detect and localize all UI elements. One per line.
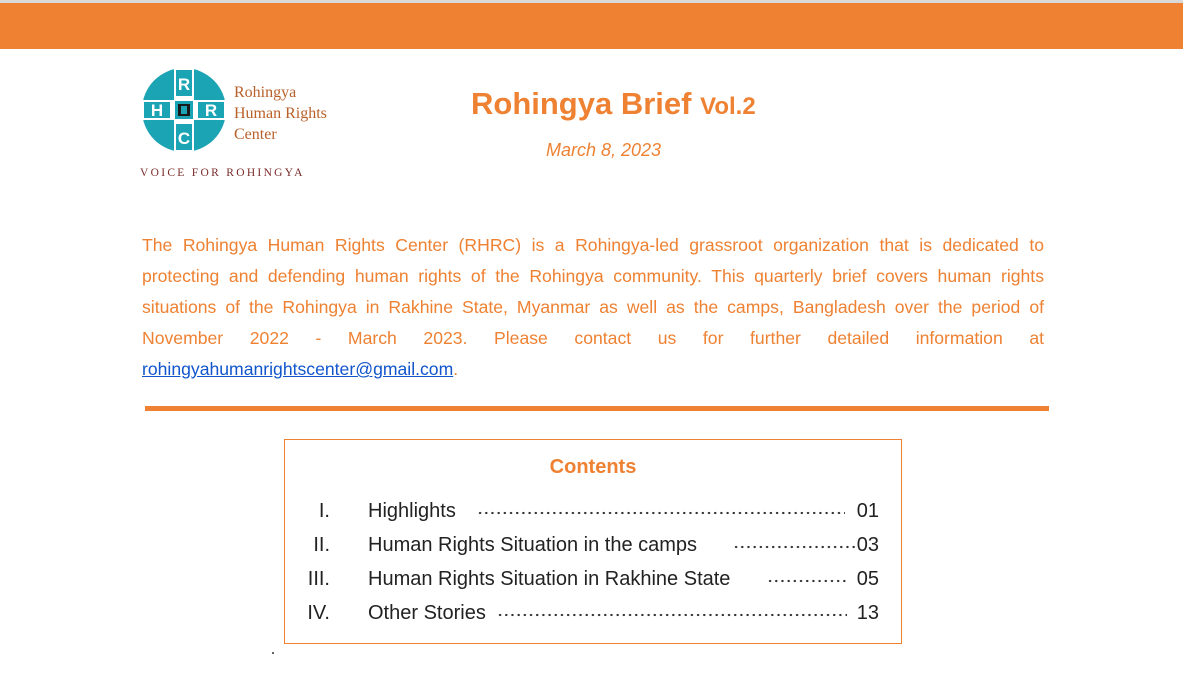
logo-letter-c: C [177,129,191,148]
toc-item[interactable] [285,534,901,564]
toc-label: Human Rights Situation in Rakhine State [368,568,731,590]
toc-leader [497,613,847,617]
logo-name [234,82,327,145]
publication-date: March 8, 2023 [546,140,662,160]
intro-text: The Rohingya Human Rights Center (RHRC) is a Rohingya-led grassroot organization that is dedicated to protecting and defending human rights of the Rohingya community. This quarterly brief covers human rights situations of the Rohingya in Rakhine State, Myanmar as well as the camps, Bangladesh over the period of November 2022 - March 2023. Please contact us for further detailed information at [142,235,1044,348]
logo-letter-r-right: R [204,101,218,120]
contents-title: Contents [549,456,637,478]
toc-page: 13 [856,602,879,624]
title-volume: Vol.2 [700,93,756,120]
page-title [471,86,756,122]
toc-label: Highlights [368,500,456,522]
logo-letter-r-top: R [177,75,191,94]
toc-leader [767,579,847,583]
toc-leader [477,511,845,515]
logo-tagline: VOICE FOR ROHINGYA [140,167,305,179]
contents-box [284,439,902,644]
intro-end: . [453,359,459,379]
toc-item[interactable] [285,500,901,530]
section-divider [145,406,1049,411]
toc-item[interactable] [285,568,901,598]
toc-number: II. [313,534,330,556]
toc-item[interactable] [285,602,901,632]
intro-paragraph [142,230,1044,385]
toc-leader [733,545,856,549]
email-link[interactable]: rohingyahumanrightscenter@gmail.com [142,359,454,379]
rhrc-logo [140,66,350,186]
title-main: Rohingya Brief [471,86,692,121]
toc-number: IV. [307,602,330,624]
toc-page: 05 [856,568,879,590]
toc-number: I. [318,500,330,522]
logo-name-line: Rohingya [234,84,297,101]
logo-name-line: Center [234,126,277,143]
rhrc-emblem-icon [140,66,230,156]
toc-label: Other Stories [368,602,486,624]
logo-name-line: Human Rights [234,105,327,122]
toc-label: Human Rights Situation in the camps [368,534,698,556]
header-band [0,0,1183,49]
stray-dot [272,652,274,654]
toc-page: 01 [856,500,879,522]
toc-page: 03 [856,534,879,556]
toc-number: III. [307,568,330,590]
logo-letter-h: H [150,101,164,120]
